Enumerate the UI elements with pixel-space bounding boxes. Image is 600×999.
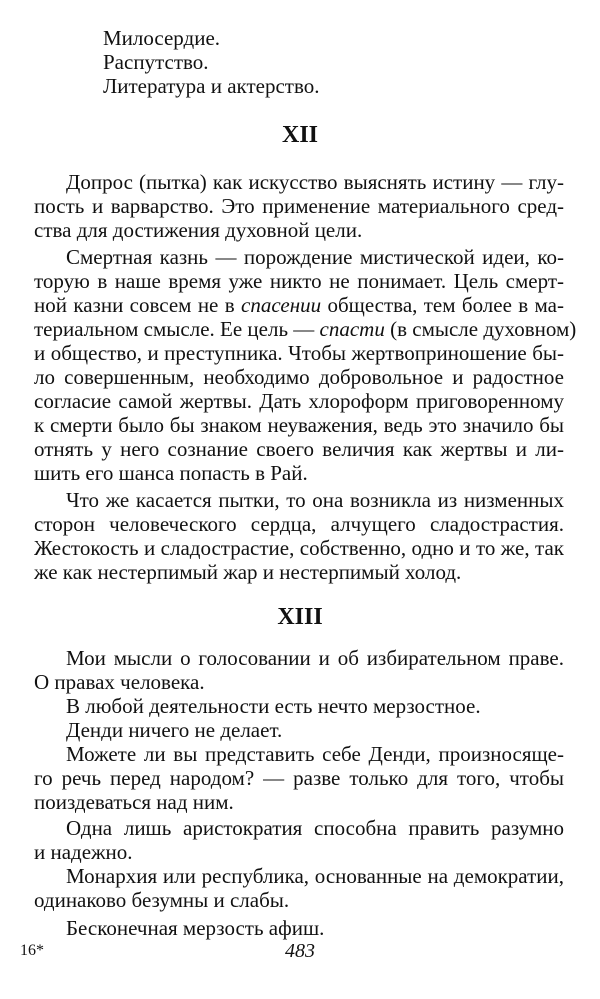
paragraph-line: Допрос (пытка) как искусство выяснять истину — глу- xyxy=(66,170,564,194)
paragraph-line: одинаково безумны и слабы. xyxy=(34,888,290,912)
paragraph-line: же как нестерпимый жар и нестерпимый холод. xyxy=(34,560,462,584)
paragraph-line: шить его шанса попасть в Рай. xyxy=(34,461,308,485)
emphasis: спасти xyxy=(319,317,385,341)
paragraph-line: ло совершенным, необходимо добровольное и радостное xyxy=(34,365,564,389)
section-heading-xii: XII xyxy=(281,122,318,148)
section-heading-xiii: XIII xyxy=(277,604,323,630)
paragraph-line: Жестокость и сладострастие, собственно, одно и то же, так xyxy=(34,536,564,560)
paragraph-line: го речь перед народом? — разве только для того, чтобы xyxy=(34,766,564,790)
paragraph-line: пость и варварство. Это применение материального сред- xyxy=(34,194,564,218)
paragraph-line: В любой деятельности есть нечто мерзостное. xyxy=(66,694,481,718)
top-line: Распутство. xyxy=(103,50,209,74)
paragraph-line: Одна лишь аристократия способна править разумно xyxy=(66,816,564,840)
paragraph-line: Что же касается пытки, то она возникла из низменных xyxy=(66,488,564,512)
emphasis: спасении xyxy=(241,293,322,317)
printer-signature: 16* xyxy=(20,942,44,959)
paragraph-line: О правах человека. xyxy=(34,670,205,694)
paragraph-line: поиздеваться над ним. xyxy=(34,790,234,814)
paragraph-line: териальном смысле. Ее цель — спасти (в смысле духовном) xyxy=(34,317,577,341)
page-number: 483 xyxy=(285,940,315,962)
paragraph-line: Монархия или республика, основанные на демократии, xyxy=(66,864,564,888)
paragraph-line: Денди ничего не делает. xyxy=(66,718,283,742)
paragraph-line: Мои мысли о голосовании и об избирательном праве. xyxy=(66,646,564,670)
paragraph-line: согласие самой жертвы. Дать хлороформ приговоренному xyxy=(34,389,564,413)
paragraph-line: и общество, и преступника. Чтобы жертвоприношение бы- xyxy=(34,341,564,365)
paragraph-line: Можете ли вы представить себе Денди, произносяще- xyxy=(66,742,564,766)
top-line: Литература и актерство. xyxy=(103,74,320,98)
paragraph-line: Бесконечная мерзость афиш. xyxy=(66,916,325,940)
paragraph-line: ства для достижения духовной цели. xyxy=(34,218,363,242)
top-line: Милосердие. xyxy=(103,26,221,50)
paragraph-line: торую в наше время уже никто не понимает. Цель смерт- xyxy=(34,269,564,293)
paragraph-line: к смерти было бы знаком неуважения, ведь это значило бы xyxy=(34,413,564,437)
paragraph-line: отнять у него сознание своего величия как жертвы и ли- xyxy=(34,437,564,461)
paragraph-line: сторон человеческого сердца, алчущего сладострастия. xyxy=(34,512,564,536)
paragraph-line: и надежно. xyxy=(34,840,133,864)
paragraph-line: ной казни совсем не в спасении общества, тем более в ма- xyxy=(34,293,564,317)
paragraph-line: Смертная казнь — порождение мистической идеи, ко- xyxy=(66,245,564,269)
